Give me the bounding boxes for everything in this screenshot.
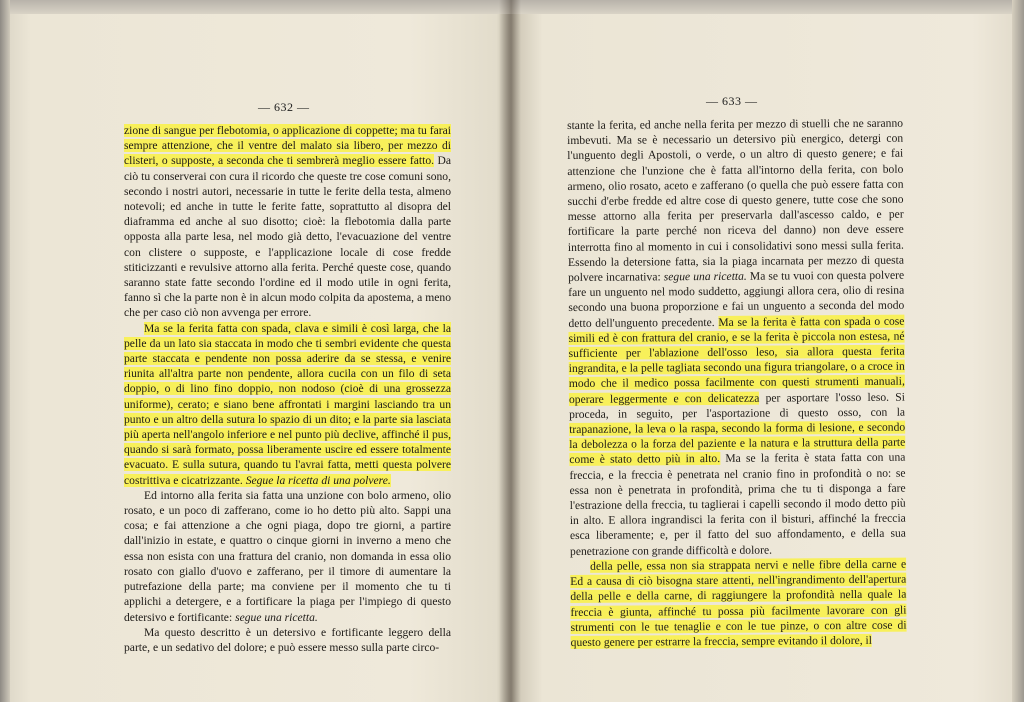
text-segment: Ma se la ferita è stata fatta con una freccia, e la freccia è penetrata nel cranio fino in profondità o no: se essa non è penetrata in profondità, prima che tu ti disponga a fare l'estrazione della freccia, tu taglierai i capelli secondo il modo detto più in alto. E allora ingrandisci la ferita con il bisturi, affinché la freccia esca liberamente; e, per il fatto del suo affondamento, e della sua penetrazione con grande difficoltà e dolore.	[569, 451, 906, 558]
text-segment: Ed intorno alla ferita sia fatta una unzione con bolo armeno, olio rosato, e un poco di zafferano, come io ho detto più alto. Sappi una cosa; e fai attenzione a che ogni piaga, dopo tre giorni, a partire dall'inizio in estate, e quattro o cinque giorni in inverno a meno che essa non esista con una frattura del cranio, non domanda in essa olio rosato con giallo d'uovo e zafferano, per il timore di aumentare la putrefazione della parte; ma conviene per il momento che tu ti applichi a detergere, e a fortificare la piaga per l'impiego di questo detersivo e fortificante:	[124, 488, 451, 624]
left-page-number: — 632 —	[258, 100, 310, 114]
text-segment: Ma se tu vuoi con questa polvere fare un unguento nel modo suddetto, aggiungi allora cera, olio di resina secondo una buona proporzione e fai un unguento a seconda del modo detto dell'unguento precedente.	[568, 268, 905, 330]
text-segment: stante la ferita, ed anche nella ferita per mezzo di stuelli che ne saranno imbevuti. Ma se è necessario un detersivo più energico, detergi con l'unguento degli Apostoli, o verde, o un altro di questo genere; e fai attenzione che l'unzione che è fatta all'intorno della ferita, con bolo armeno, olio rosato, aceto e zafferano (o quella che può essere fatta con succhi d'erbe fredde ed altre cose di questo genere, tutte cose che sono messe attorno alla ferita per preservarla dall'ascesso caldo, e per fortificare la parte perché non riceva del danno) non deve essere interrotta fino al momento in cui i consolidativi sono messi sulla ferita. Essendo la detersione fatta, sia la piaga incarnata per mezzo di questa polvere incarnativa:	[567, 116, 905, 285]
highlighted-text: Ma se la ferita è fatta con spada o cose simili ed è con frattura del cranio, e se la ferita è piccola non estesa, né sufficiente per l'ablazione dell'osso leso, sia allora questa ferita ingrandita, e la pelle tagliata secondo una figura triangolare, o a croce in modo che il medico possa facilmente con questi strumenti manuali, operare leggermente e con delicatezza	[568, 314, 905, 406]
paragraph	[570, 557, 907, 651]
paragraph	[124, 123, 451, 321]
book-right-edge	[1012, 0, 1024, 702]
text-segment: per asportare l'osso leso. Si proceda, in seguito, per l'asportazione di questo osso, con la	[569, 390, 906, 421]
paragraph	[124, 488, 451, 625]
highlighted-text: trapanazione, la leva o la raspa, secondo la forma di lesione, e secondo la debolezza o la forza del paziente e la natura e la struttura della parte come è stato detto più in alto.	[569, 420, 906, 467]
text-segment: segue una ricetta.	[235, 610, 318, 624]
right-page	[510, 0, 1010, 702]
right-page-text	[567, 116, 907, 650]
highlighted-text: Segue la ricetta di una polvere.	[245, 473, 391, 487]
text-segment: segue una ricetta.	[663, 269, 747, 284]
paragraph	[124, 625, 451, 655]
highlighted-text: zione di sangue per flebotomia, o applicazione di coppette; ma tu farai sempre attenzione, che il ventre del malato sia libero, per mezzo di clisteri, o supposte, a seconda che ti sembrerà meglio essere fatto.	[124, 124, 451, 168]
left-page	[0, 0, 500, 702]
highlighted-text: della pelle, essa non sia strappata nervi e nelle fibre della carne e	[590, 557, 907, 573]
text-segment: Da ciò tu conserverai con cura il ricordo che queste tre cose comuni sono, secondo i nostri autori, necessarie in tutte le ferite della testa, almeno notevoli; ed anche in tutte le ferite fatte, soprattutto al disopra del diaframma ed anche al suo disotto; cioè: la flebotomia dalla parte opposta alla parte lesa, nel modo già detto, l'evacuazione del ventre con clistere o supposte, e l'applicazione locale di cose fredde stiticizzanti e revulsive attorno alla ferita. Perché queste cose, quando saranno state fatte secondo l'ordine ed il modo utile in ogni ferita, fanno sì che la parte non è in alcun modo colpita da apostema, a meno che per caso ciò non avvenga per errore.	[124, 154, 451, 320]
paragraph	[567, 116, 906, 559]
paragraph	[124, 321, 451, 488]
highlighted-text: Ma se la ferita fatta con spada, clava e simili è così larga, che la pelle da un lato sia staccata in modo che ti sembri evidente che questa parte staccata e pendente non possa aderire da se stessa, e venire riunita all'altra parte non pendente, allora cucila con un filo di seta doppio, o di lino fino doppio, non nodoso (cioè di una grossezza uniforme), cerato; e siano bene affrontati i margini lasciando tra un punto e un altro della sutura lo spazio di un dito; e la parte sia lasciata più aperta nell'angolo inferiore e nel punto più declive, affinché il pus, quando si sarà formato, possa liberamente uscire ed essere totalmente evacuato. E sulla sutura, quando tu l'avrai fatta, metti questa polvere costrittiva e cicatrizzante.	[124, 321, 451, 487]
right-page-number: — 633 —	[706, 94, 758, 108]
text-segment: Ma questo descritto è un detersivo e fortificante leggero della parte, e un sedativo del dolore; e può essere messo sulla parte circo-	[124, 625, 451, 654]
left-page-text	[124, 123, 451, 655]
highlighted-text: Ed a causa di ciò bisogna stare attenti, nell'ingrandimento dell'apertura della pelle e della carne, di raggiungere la profondità nella quale la freccia è giunta, affinché tu possa più facilmente lavorare con gli strumenti con le tue tenaglie e con le tue pinze, o con altre cose di questo genere per estrarre la freccia, sempre evitando il dolore, il	[570, 572, 907, 649]
